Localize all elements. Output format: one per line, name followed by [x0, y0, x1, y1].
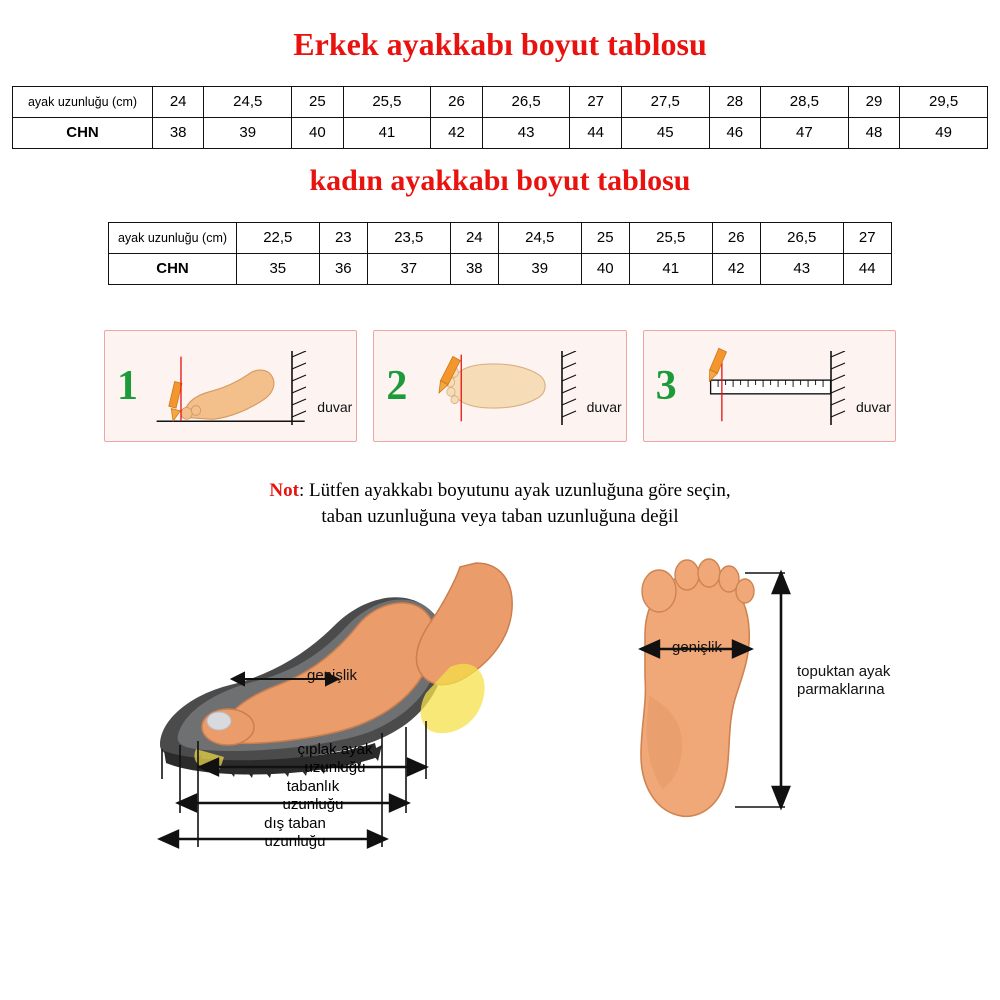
foot-side-diagram [120, 545, 540, 885]
heel-to-toe-line1: topuktan ayak [797, 663, 891, 680]
table-cell: 28 [709, 87, 760, 118]
table-cell: 25,5 [343, 87, 431, 118]
wall-label: duvar [586, 399, 622, 415]
women-size-table [108, 222, 892, 285]
table-cell: 38 [450, 254, 498, 285]
table-cell: 28,5 [761, 87, 849, 118]
table-cell: 41 [629, 254, 712, 285]
table-cell: 37 [367, 254, 450, 285]
wall-label: duvar [855, 399, 891, 415]
women-table-title: kadın ayakkabı boyut tablosu [309, 164, 691, 197]
table-cell: 41 [343, 118, 431, 149]
table-row [13, 118, 988, 149]
row-header: CHN [109, 254, 237, 285]
men-size-table [12, 86, 988, 149]
table-cell: 26,5 [760, 223, 843, 254]
sole-width-label: genişlik [671, 639, 723, 656]
note-line-2: taban uzunluğuna veya taban uzunluğuna değil [321, 506, 679, 527]
table-cell: 42 [431, 118, 482, 149]
table-cell: 45 [621, 118, 709, 149]
table-cell: 24 [153, 87, 204, 118]
wall-hatch-icon [288, 351, 310, 425]
table-cell: 49 [900, 118, 988, 149]
heel-to-toe-label [797, 663, 927, 699]
step-1-illustration [151, 339, 310, 433]
table-cell: 26 [431, 87, 482, 118]
table-cell: 43 [482, 118, 570, 149]
foot-sole-diagram [585, 545, 915, 845]
table-cell: 40 [292, 118, 343, 149]
note-prefix: Not [269, 480, 299, 501]
table-cell: 27 [843, 223, 891, 254]
table-cell: 25 [581, 223, 629, 254]
step-2-panel [373, 330, 626, 442]
side-width-label: genişlik [306, 667, 358, 684]
table-cell: 39 [498, 254, 581, 285]
insole-length-line2: uzunluğu [282, 796, 344, 813]
wall-hatch-icon [827, 351, 849, 425]
wall-hatch-icon [558, 351, 580, 425]
table-cell: 29 [848, 87, 899, 118]
table-cell: 24,5 [204, 87, 292, 118]
table-cell: 42 [712, 254, 760, 285]
heel-to-toe-line2: parmaklarına [797, 681, 885, 698]
step-3-illustration [690, 339, 849, 433]
insole-length-line1: tabanlık [286, 778, 340, 795]
table-cell: 27,5 [621, 87, 709, 118]
table-cell: 23 [319, 223, 367, 254]
outsole-length-line1: dış taban [264, 815, 326, 832]
note-text-1: : Lütfen ayakkabı boyutunu ayak uzunluğuna göre seçin, [298, 480, 731, 501]
step-number: 2 [386, 363, 408, 409]
outsole-length-label [205, 815, 385, 851]
bare-foot-length-line2: uzunluğu [304, 759, 366, 776]
foot-side-pencil-icon [151, 339, 310, 433]
table-cell: 47 [761, 118, 849, 149]
table-cell: 39 [204, 118, 292, 149]
row-header: CHN [13, 118, 153, 149]
table-row [13, 87, 988, 118]
table-cell: 23,5 [367, 223, 450, 254]
row-header: ayak uzunluğu (cm) [13, 87, 153, 118]
table-cell: 25,5 [629, 223, 712, 254]
foot-top-pencil-icon [420, 339, 579, 433]
outsole-length-line2: uzunluğu [264, 833, 326, 850]
table-cell: 46 [709, 118, 760, 149]
table-cell: 24 [450, 223, 498, 254]
table-cell: 48 [848, 118, 899, 149]
step-3-panel [643, 330, 896, 442]
table-cell: 35 [237, 254, 320, 285]
step-number: 1 [117, 363, 138, 409]
table-cell: 44 [843, 254, 891, 285]
table-cell: 25 [292, 87, 343, 118]
insole-length-label [223, 778, 403, 814]
table-cell: 27 [570, 87, 621, 118]
ruler-icon [690, 339, 849, 433]
note-line-1 [0, 478, 1000, 504]
table-cell: 44 [570, 118, 621, 149]
table-cell: 24,5 [498, 223, 581, 254]
step-number: 3 [655, 363, 677, 409]
bare-foot-length-label [245, 741, 425, 777]
table-cell: 29,5 [900, 87, 988, 118]
table-cell: 38 [153, 118, 204, 149]
table-row [109, 254, 892, 285]
step-2-illustration [420, 339, 579, 433]
table-cell: 40 [581, 254, 629, 285]
table-cell: 26,5 [482, 87, 570, 118]
table-cell: 22,5 [237, 223, 320, 254]
step-1-panel [104, 330, 357, 442]
men-table-title: Erkek ayakkabı boyut tablosu [293, 26, 707, 62]
measure-steps [104, 330, 896, 442]
table-cell: 36 [319, 254, 367, 285]
note-block [0, 478, 1000, 530]
row-header: ayak uzunluğu (cm) [109, 223, 237, 254]
table-cell: 43 [760, 254, 843, 285]
table-row [109, 223, 892, 254]
wall-label: duvar [317, 399, 353, 415]
table-cell: 26 [712, 223, 760, 254]
bare-foot-length-line1: çıplak ayak [297, 741, 373, 758]
